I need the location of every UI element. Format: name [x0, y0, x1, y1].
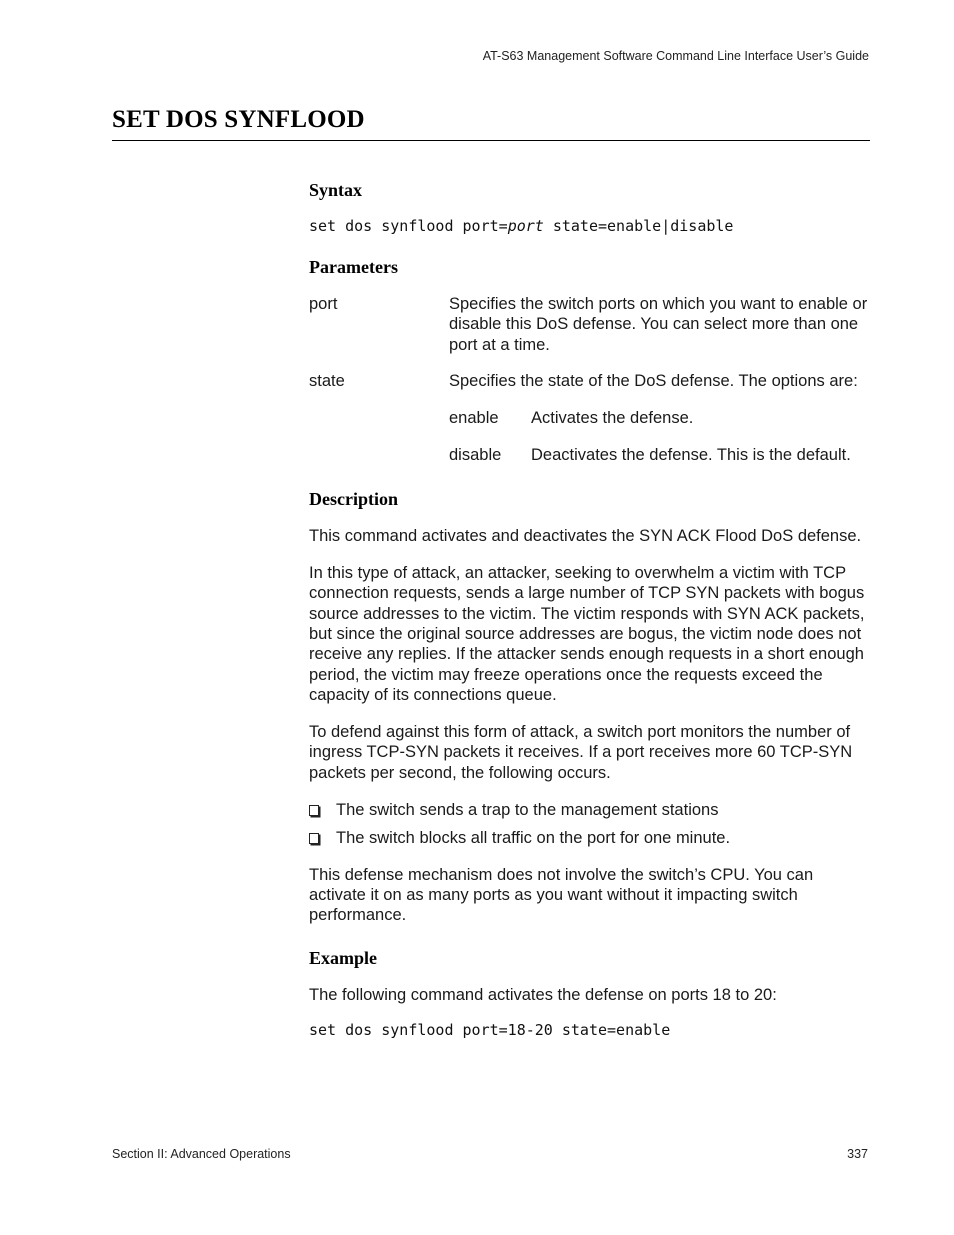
option-description: Deactivates the defense. This is the default. — [531, 446, 851, 465]
option-row-enable — [449, 408, 869, 428]
param-row-state — [309, 371, 869, 391]
footer-section: Section II: Advanced Operations — [112, 1147, 291, 1161]
description-paragraph: In this type of attack, an attacker, seeking to overwhelm a victim with TCP connection requests, sends a large number of TCP SYN packets with bogus source addresses to the victim. The victim responds with SYN ACK packets, but since the original source addresses are bogus, the victim node does not receive any replies. If the attacker sends enough requests in a short enough period, the victim may freeze operations once the requests exceed the capacity of its connections queue. — [309, 564, 865, 704]
example-code: set dos synflood port=18-20 state=enable — [309, 1020, 671, 1039]
syntax-code-variable: port — [507, 217, 544, 235]
param-row-port — [309, 294, 869, 355]
description-heading: Description — [309, 488, 398, 509]
param-name: port — [309, 295, 338, 313]
running-header: AT-S63 Management Software Command Line Interface User’s Guide — [482, 49, 869, 63]
checkbox-bullet-icon — [309, 805, 319, 816]
bullet-text: The switch blocks all traffic on the port for one minute. — [336, 829, 731, 848]
option-description: Activates the defense. — [531, 409, 694, 428]
syntax-code-suffix: state=enable|disable — [543, 217, 734, 235]
description-paragraph: This command activates and deactivates the SYN ACK Flood DoS defense. — [309, 526, 862, 545]
syntax-code-prefix: set dos synflood port= — [309, 217, 508, 235]
footer-page-number: 337 — [847, 1147, 868, 1161]
page-title: SET DOS SYNFLOOD — [112, 106, 365, 133]
description-paragraph: To defend against this form of attack, a switch port monitors the number of ingress TCP-SYN packets it receives. If a port receives more 60 TCP-SYN packets per second, the following occurs. — [309, 723, 853, 782]
option-name: enable — [449, 409, 499, 428]
param-name: state — [309, 371, 345, 390]
main-content — [309, 178, 869, 1039]
description-closing: This defense mechanism does not involve the switch’s CPU. You can activate it on as many ports as you want without it impacting switch performance. — [309, 865, 814, 925]
syntax-code — [309, 217, 869, 235]
option-row-disable — [449, 445, 869, 465]
example-heading: Example — [309, 947, 378, 968]
bullet-item — [309, 828, 869, 848]
param-description: Specifies the state of the DoS defense. The options are: — [449, 371, 858, 390]
parameters-heading: Parameters — [309, 257, 398, 277]
title-divider — [112, 140, 870, 141]
syntax-heading: Syntax — [309, 180, 363, 200]
param-description: Specifies the switch ports on which you want to enable or disable this DoS defense. You can select more than one port at a time. — [449, 295, 868, 354]
example-intro: The following command activates the defense on ports 18 to 20: — [309, 985, 777, 1004]
checkbox-bullet-icon — [309, 833, 319, 844]
bullet-item — [309, 800, 869, 820]
option-name: disable — [449, 446, 502, 465]
bullet-text: The switch sends a trap to the management stations — [336, 801, 719, 820]
